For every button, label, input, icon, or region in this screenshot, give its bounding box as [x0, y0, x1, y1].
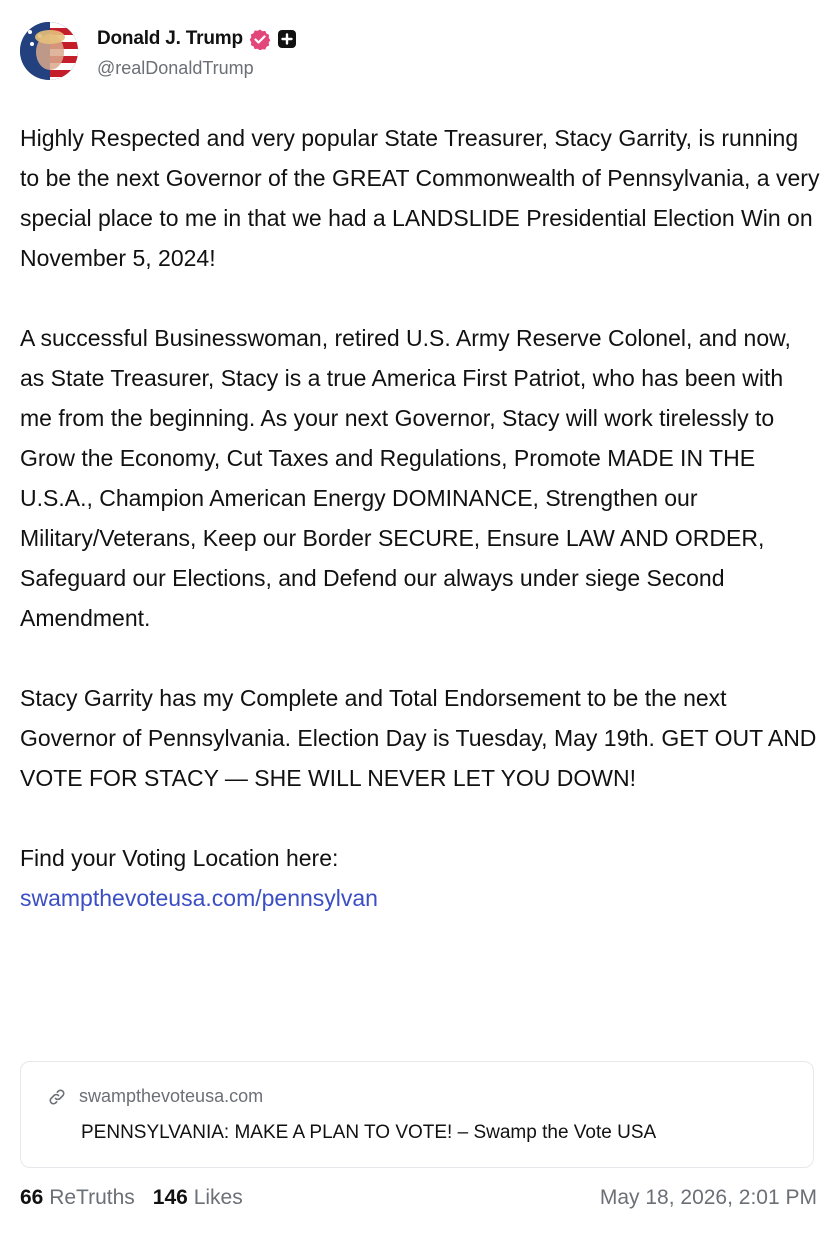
- author-row: [97, 26, 297, 52]
- card-title[interactable]: PENNSYLVANIA: MAKE A PLAN TO VOTE! – Swamp the Vote USA: [81, 1122, 657, 1143]
- likes-count: 146: [152, 1186, 188, 1209]
- author-handle[interactable]: @realDonaldTrump: [97, 58, 254, 78]
- post-paragraph: A successful Businesswoman, retired U.S. Army Reserve Colonel, and now, as State Treasurer, Stacy is a true America First Patriot, who has been with me from the beginning. As your next Governor, Stacy will work tirelessly to Grow the Economy, Cut Taxes and Regulations, Promote MADE IN THE U.S.A., Champion American Energy DOMINANCE, Strengthen our Military/Veterans, Keep our Border SECURE, Ensure LAW AND ORDER, Safeguard our Elections, and Defend our always under siege Second Amendment.: [20, 325, 791, 631]
- retruths-stat[interactable]: [20, 1186, 135, 1210]
- link-preview-card[interactable]: [20, 1061, 814, 1168]
- post-stats: [20, 1186, 243, 1210]
- verified-badge-icon: [249, 28, 271, 50]
- avatar[interactable]: [20, 22, 78, 80]
- post-header: [20, 20, 820, 82]
- post-link[interactable]: swampthevoteusa.com/pennsylvan: [20, 885, 378, 911]
- likes-stat[interactable]: [153, 1186, 243, 1210]
- card-domain: swampthevoteusa.com: [79, 1086, 264, 1106]
- post-footer: [20, 1186, 817, 1216]
- post-timestamp[interactable]: May 18, 2026, 2:01 PM: [599, 1186, 817, 1209]
- retruths-count: 66: [20, 1186, 44, 1209]
- author-name[interactable]: Donald J. Trump: [97, 28, 243, 49]
- plus-badge-icon: [277, 29, 297, 49]
- post-paragraph: Highly Respected and very popular State Treasurer, Stacy Garrity, is running to be the next Governor of the GREAT Commonwealth of Pennsylvania, a very special place to me in that we had a LANDSLIDE Presidential Election Win on November 5, 2024!: [20, 125, 820, 271]
- post-body: [20, 118, 820, 918]
- link-icon: [47, 1087, 67, 1107]
- post-paragraph: [20, 838, 820, 918]
- card-domain-row: [47, 1086, 263, 1107]
- likes-label: Likes: [193, 1186, 243, 1209]
- retruths-label: ReTruths: [49, 1186, 135, 1209]
- post-paragraph: Stacy Garrity has my Complete and Total Endorsement to be the next Governor of Pennsylvania. Election Day is Tuesday, May 19th. GET OUT AND VOTE FOR STACY — SHE WILL NEVER LET YOU DOWN!: [20, 685, 817, 791]
- voting-location-text: Find your Voting Location here:: [20, 845, 339, 871]
